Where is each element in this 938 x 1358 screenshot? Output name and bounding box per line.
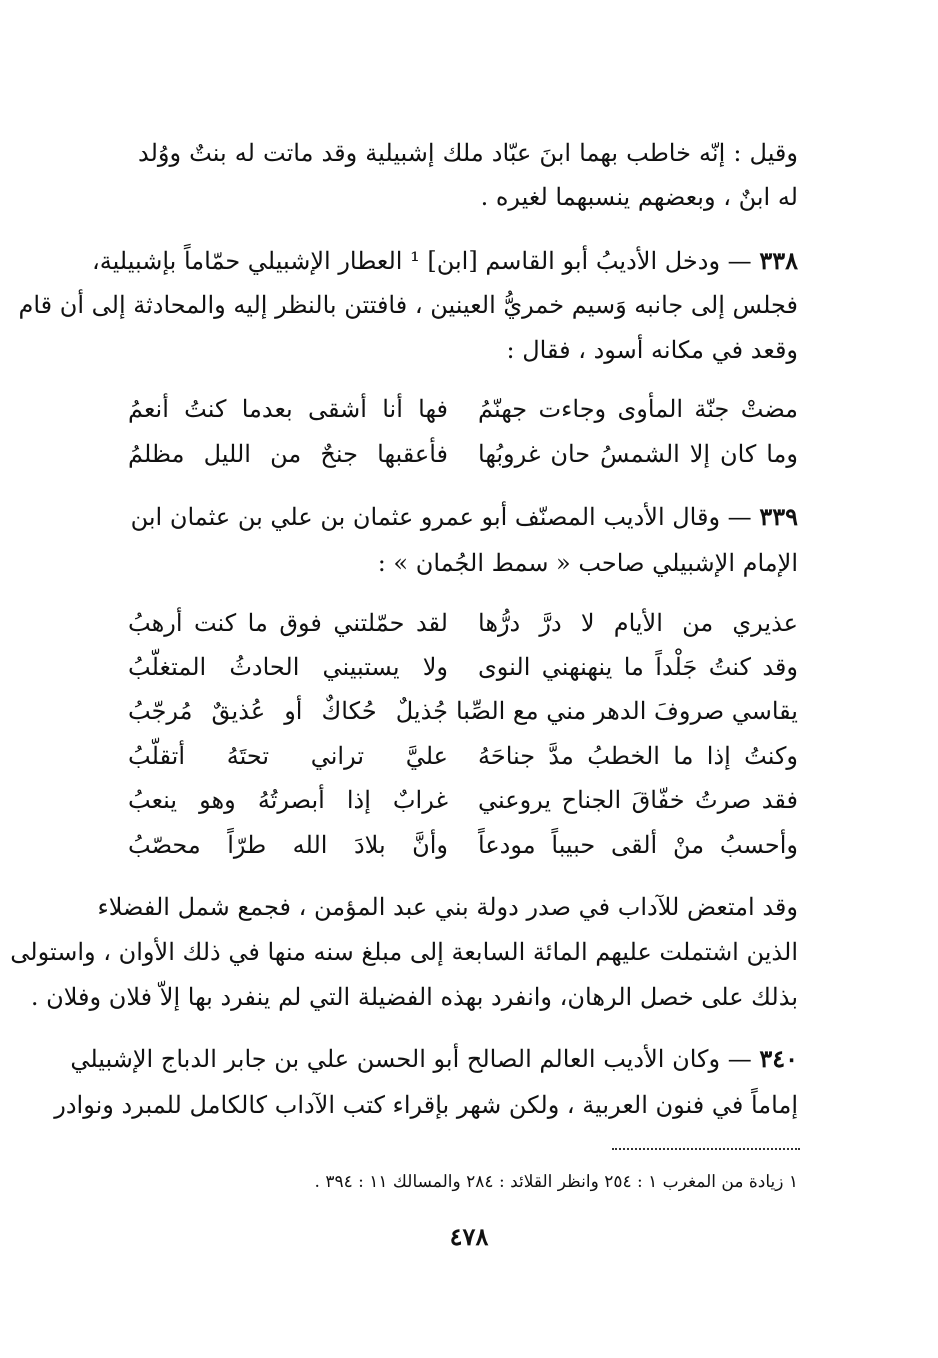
paragraph-line: الإمام الإشبيلي صاحب « سمط الجُمان » : — [377, 549, 798, 577]
verse-second-hemistich: غرابٌ إذا أبصرتُهُ وهو ينعبُ — [128, 786, 448, 814]
paragraph-line: إماماً في فنون العربية ، ولكن شهر بإقراء كتب الآداب كالكامل للمبرد ونوادر — [54, 1091, 798, 1119]
entry-number: ٣٣٩ — [759, 502, 798, 531]
page-number: ٤٧٨ — [449, 1222, 489, 1251]
paragraph-line: وقعد في مكانه أسود ، فقال : — [506, 336, 798, 364]
verse-second-hemistich: وأنَّ بلادَ الله طرّاً محصّبُ — [128, 831, 448, 859]
entry-text: — وقال الأديب المصنّف أبو عمرو عثمان بن علي بن عثمان ابن — [130, 503, 752, 531]
verse-first-hemistich: وكنتُ إذا ما الخطبُ مدَّ جناحَهُ — [478, 742, 798, 770]
paragraph-line: بذلك على خصل الرهان، وانفرد بهذه الفضيلة التي لم ينفرد بها إلاّ فلان وفلان . — [30, 983, 798, 1011]
footnote-separator — [612, 1148, 800, 1150]
entry-number: ٣٣٨ — [759, 246, 798, 275]
verse-second-hemistich: جُذيلٌ حُكاكٌ أو عُذيقٌ مُرجّبُ — [128, 697, 448, 725]
verse-first-hemistich: عذيري من الأيام لا درَّ درُّها — [478, 609, 798, 637]
footnote: ١ زيادة من المغرب ١ : ٢٥٤ وانظر القلائد : ٢٨٤ والمسالك ١١ : ٣٩٤ . — [314, 1172, 798, 1192]
verse-second-hemistich: لقد حمّلتني فوق ما كنت أرهبُ — [128, 609, 448, 637]
paragraph-line: فجلس إلى جانبه وَسيم خمريُّ العينين ، فافتتن بالنظر إليه والمحادثة إلى أن قام — [18, 291, 798, 319]
paragraph-line: الذين اشتملت عليهم المائة السابعة إلى مبلغ سنه منها في ذلك الأوان ، واستولى — [10, 938, 798, 966]
paragraph-line: وقيل : إنّه خاطب بهما ابنَ عبّاد ملك إشبيلية وقد ماتت له بنتٌ ووُلد — [138, 139, 798, 167]
verse-second-hemistich: عليَّ تراني تحتَهُ أتقلّبُ — [128, 742, 448, 770]
verse-first-hemistich: يقاسي صروفَ الدهر مني مع الصِّبا — [455, 697, 798, 725]
entry-text: — وكان الأديب العالم الصالح أبو الحسن علي بن جابر الدباج الإشبيلي — [70, 1045, 752, 1073]
entry-text: — ودخل الأديبُ أبو القاسم [ابن] ¹ العطار الإشبيلي حمّاماً بإشبيلية، — [91, 247, 752, 275]
verse-first-hemistich: وما كان إلا الشمسُ حان غروبُها — [478, 440, 798, 468]
verse-second-hemistich: ولا يستبيني الحادثُ المتغلّبُ — [128, 653, 448, 681]
verse-first-hemistich: مضتْ جنّة المأوى وجاءت جهنّمُ — [478, 395, 798, 423]
verse-second-hemistich: فها أنا أشقى بعدما كنتُ أنعمُ — [128, 395, 448, 423]
verse-first-hemistich: فقد صرتُ خفّاقَ الجناح يروعني — [478, 786, 798, 814]
verse-first-hemistich: وأحسبُ منْ ألقى حبيباً مودعاً — [478, 831, 798, 859]
verse-second-hemistich: فأعقبها جنحٌ من الليل مظلمُ — [128, 440, 448, 468]
verse-first-hemistich: وقد كنتُ جَلْداً ما ينهنهني النوى — [478, 653, 798, 681]
paragraph-line: له ابنٌ ، وبعضهم ينسبهما لغيره . — [480, 183, 798, 211]
paragraph-line: وقد امتعض للآداب في صدر دولة بني عبد المؤمن ، فجمع شمل الفضلاء — [97, 893, 798, 921]
entry-338-line — [91, 244, 798, 278]
entry-339-line — [130, 500, 798, 534]
entry-number: ٣٤٠ — [759, 1044, 798, 1073]
entry-340-line — [70, 1042, 798, 1076]
